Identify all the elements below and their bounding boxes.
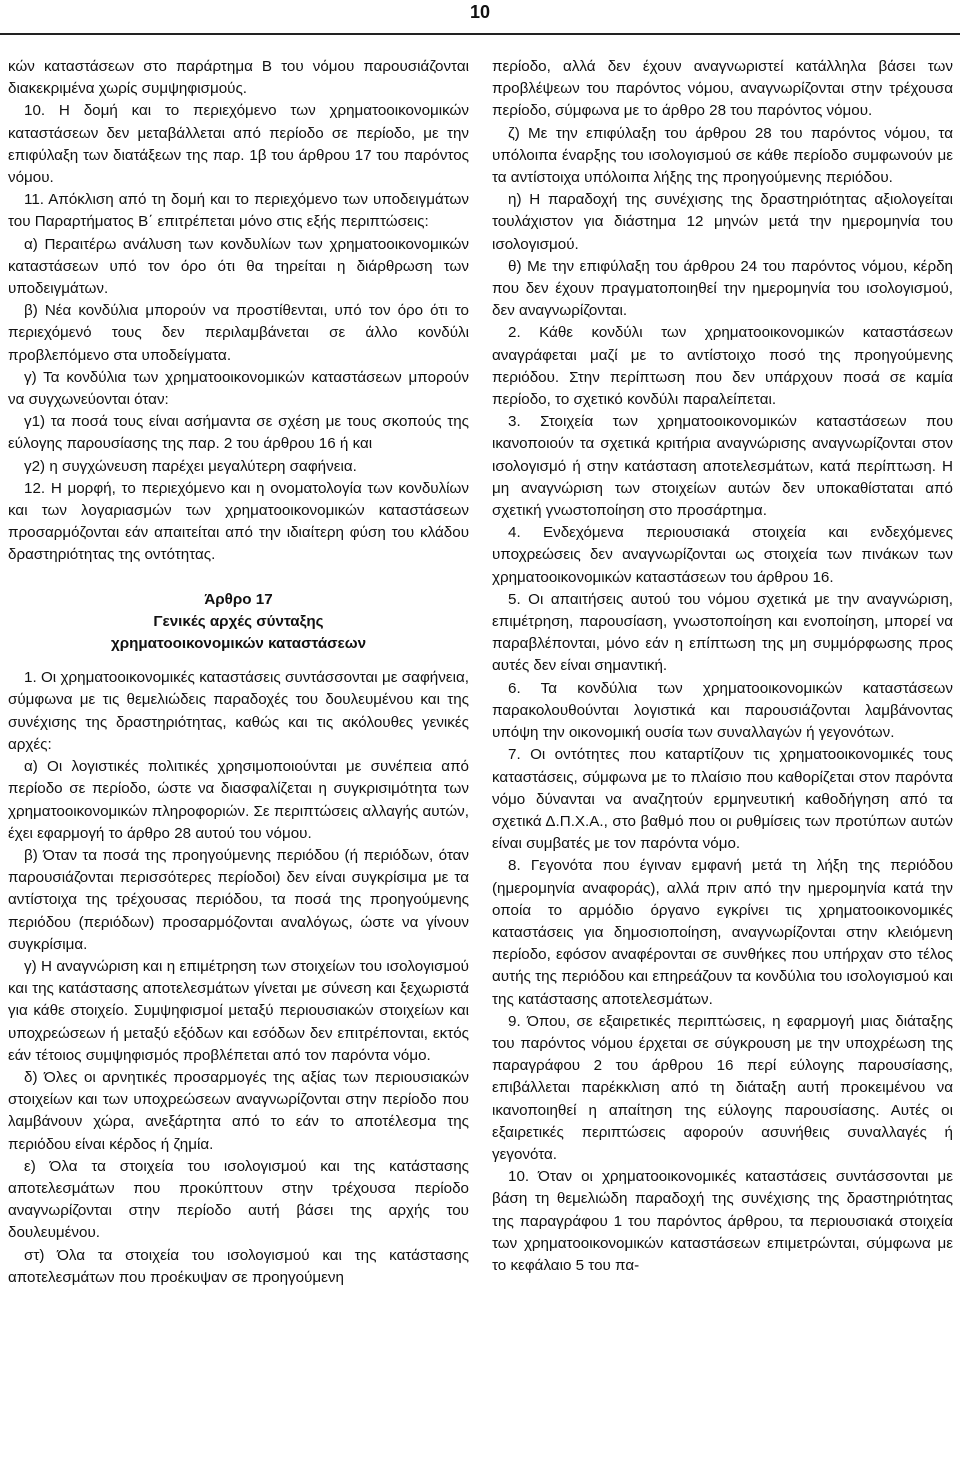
header-rule — [0, 33, 960, 35]
article17-paragraph-1a: α) Οι λογιστικές πολιτικές χρησιμοποιούνται με συνέπεια από περίοδο σε περίοδο, ώστε να διασφαλίζεται η συγκρισιμότητα των χρηματοοικονομικών πληροφοριών. Σε περιπτώσεις αλλαγής αυτών, έχει εφαρμογή το άρθρο 28 αυτού του νόμου. — [8, 758, 470, 842]
article-title-line2: χρηματοοικονομικών καταστάσεων — [110, 635, 367, 653]
paragraph-9: 9. Όπου, σε εξαιρετικές περιπτώσεις, η εφαρμογή μιας διάταξης του παρόντος νόμου έρχεται σε σύγκρουση με την υποχρέωση της παραγράφου 2 του άρθρου 16 περί εύλογης παρουσίασης, επιβάλλεται παρέκκλιση από τη διάταξη αυτή προκειμένου να ικανοποιηθεί η απαίτηση της εύλογης παρουσίασης. Αυτές οι εξαιρετικές περιπτώσεις αφορούν ασυνήθεις συναλλαγές ή γεγονότα. — [492, 1012, 953, 1163]
paragraph-12: 12. Η μορφή, το περιεχόμενο και η ονοματολογία των κονδυλίων και των λογαριασμών των χρηματοοικονομικών καταστάσεων προσαρμόζονται εάν απαιτείται από την ιδιαίτερη φύση του κλάδου δραστηριότητας της οντότητας. — [8, 479, 469, 564]
paragraph-1i: θ) Με την επιφύλαξη του άρθρου 24 του παρόντος νόμου, κέρδη που δεν έχουν πραγματοποιηθεί την ημερομηνία του ισολογισμού, δεν αναγνωρίζονται. — [492, 257, 953, 320]
right-column — [492, 56, 953, 1277]
paragraph-1g: ζ) Με την επιφύλαξη του άρθρου 28 του παρόντος νόμου, τα υπόλοιπα έναρξης του ισολογισμού σε κάθε περίοδο συμφωνούν με τα αντίστοιχα υπόλοιπα λήξης της προηγούμενης περιόδου. — [492, 124, 953, 187]
article17-paragraph-1e: ε) Όλα τα στοιχεία του ισολογισμού και της κατάστασης αποτελεσμάτων που προκύπτουν στην τρέχουσα περίοδο αναγνωρίζονται στην περίοδο αυτή βάσει της αρχής του δουλευμένου. — [8, 1157, 469, 1242]
paragraph-10: 10. Η δομή και το περιεχόμενο των χρηματοοικονομικών καταστάσεων δεν μεταβάλλεται από περίοδο σε περίοδο, με την επιφύλαξη των διατάξεων της παρ. 1β του άρθρου 17 του παρόντος νόμου. — [8, 102, 469, 187]
article17-paragraph-1: 1. Οι χρηματοοικονομικές καταστάσεις συντάσσονται με σαφήνεια, σύμφωνα με τις θεμελιώδεις παραδοχές του δουλευμένου και της συνέχισης της δραστηριότητας, καθώς και τις ακόλουθες γενικές αρχές: — [8, 669, 469, 753]
paragraph-4: 4. Ενδεχόμενα περιουσιακά στοιχεία και ενδεχόμενες υποχρεώσεις δεν αναγνωρίζονται ως στοιχεία των πινάκων των χρηματοοικονομικών καταστάσεων του άρθρου 16. — [492, 524, 953, 586]
paragraph-10: 10. Όταν οι χρηματοοικονομικές καταστάσεις συντάσσονται με βάση τη θεμελιώδη παραδοχή της συνέχισης της δραστηριότητας της παραγράφου 1 του παρόντος άρθρου, τα περιουσιακά στοιχεία των χρηματοοικονομικών καταστάσεων επιμετρώνται, σύμφωνα με το κεφάλαιο 5 του πα- — [492, 1168, 953, 1274]
paragraph-2: 2. Κάθε κονδύλι των χρηματοοικονομικών καταστάσεων αναγράφεται μαζί με το αντίστοιχο ποσό της προηγούμενης περιόδου. Στην περίπτωση που δεν υπάρχουν ποσά σε καμία περίοδο, το σχετικό κονδύλι παραλείπεται. — [492, 324, 953, 409]
paragraph-3: 3. Στοιχεία των χρηματοοικονομικών καταστάσεων που ικανοποιούν τα σχετικά κριτήρια αναγνώρισης αναγνωρίζονται στον ισολογισμό ή στην κατάσταση αποτελεσμάτων, κατά περίπτωση. Η μη αναγνώριση των στοιχείων αυτών δεν υποκαθίσταται από σχετική γνωστοποίηση στο προσάρτημα. — [492, 413, 953, 520]
article17-paragraph-1d: δ) Όλες οι αρνητικές προσαρμογές της αξίας των περιουσιακών στοιχείων και των υποχρεώσεων αναγνωρίζονται στην περίοδο που λαμβάνουν χώρα, ανεξάρτητα από το εάν το αποτέλεσμα της περιόδου είναι κέρδος ή ζημία. — [8, 1068, 469, 1153]
paragraph-continued: περίοδο, αλλά δεν έχουν αναγνωριστεί κατάλληλα βάσει των προβλέψεων του παρόντος νόμου, αναγνωρίζονται στην τρέχουσα περίοδο, σύμφωνα με το άρθρο 28 του παρόντος νόμου. — [492, 58, 953, 120]
paragraph-11c1: γ1) τα ποσά τους είναι ασήμαντα σε σχέση με τους σκοπούς της εύλογης παρουσίασης της παρ. 2 του άρθρου 16 ή και — [8, 413, 469, 453]
paragraph-6: 6. Τα κονδύλια των χρηματοοικονομικών καταστάσεων παρακολουθούνται λογιστικά και παρουσιάζονται λαμβάνοντας υπόψη την οικονομική ουσία των συναλλαγών ή γεγονότων. — [492, 679, 953, 742]
paragraph-11c: γ) Τα κονδύλια των χρηματοοικονομικών καταστάσεων μπορούν να συγχωνεύονται όταν: — [8, 368, 469, 409]
paragraph-11a: α) Περαιτέρω ανάλυση των κονδυλίων των χρηματοοικονομικών καταστάσεων υπό τον όρο ότι θα τηρείται η διάρθρωση των υποδειγμάτων. — [8, 235, 469, 298]
article-title-line1: Γενικές αρχές σύνταξης — [153, 612, 324, 630]
page-number: 10 — [469, 2, 491, 22]
left-column — [8, 56, 469, 1289]
paragraph-5: 5. Οι απαιτήσεις αυτού του νόμου σχετικά με την αναγνώριση, επιμέτρηση, παρουσίαση, γνωστοποίηση και ενοποίηση, μπορεί να παραβλέπονται, μόνο εάν η επίπτωση της μη συμμόρφωσης προς αυτές δεν είναι σημαντική. — [492, 590, 953, 675]
paragraph-11b: β) Νέα κονδύλια μπορούν να προστίθενται, υπό τον όρο ότι το περιεχόμενό τους δεν περιλαμβάνεται σε άλλο κονδύλι προβλεπόμενο στα υποδείγματα. — [8, 302, 469, 364]
article-heading — [8, 589, 469, 656]
paragraph-8: 8. Γεγονότα που έγιναν εμφανή μετά τη λήξη της περιόδου (ημερομηνία αναφοράς), αλλά πριν από την ημερομηνία κατά την οποία το αρμόδιο όργανο εγκρίνει τις χρηματοοικονομικές καταστάσεις για δημοσιοποίηση, αναγνωρίζονται στην κλειόμενη περίοδο, εφόσον αναφέρονται σε συνθήκες που υπήρχαν στο τέλος αυτής της περιόδου και επηρεάζουν τα κονδύλια του ισολογισμού και της κατάστασης αποτελεσμάτων. — [492, 857, 953, 1008]
paragraph-11: 11. Απόκλιση από τη δομή και το περιεχόμενο των υποδειγμάτων του Παραρτήματος Β΄ επιτρέπεται μόνο στις εξής περιπτώσεις: — [8, 191, 469, 231]
paragraph-1h: η) Η παραδοχή της συνέχισης της δραστηριότητας αξιολογείται τουλάχιστον για διάστημα 12 μηνών μετά την ημερομηνία του ισολογισμού. — [492, 191, 953, 253]
article17-paragraph-1f: στ) Όλα τα στοιχεία του ισολογισμού και της κατάστασης αποτελεσμάτων που προέκυψαν σε προηγούμενη — [8, 1246, 469, 1286]
paragraph-continued: κών καταστάσεων στο παράρτημα Β του νόμου παρουσιάζονται διακεκριμένα χωρίς συμψηφισμούς. — [8, 58, 469, 98]
article17-paragraph-1b: β) Όταν τα ποσά της προηγούμενης περιόδου (ή περιόδων, όταν παρουσιάζονται περισσότερες περίοδοι) δεν είναι συγκρίσιμα με τα αντίστοιχα της τρέχουσας περιόδου, τα ποσά της προηγούμενης περιόδου (περιόδων) προσαρμόζονται αναλόγως, ώστε να γίνουν συγκρίσιμα. — [8, 846, 469, 953]
article-number: Άρθρο 17 — [204, 590, 273, 608]
paragraph-11c2: γ2) η συγχώνευση παρέχει μεγαλύτερη σαφήνεια. — [24, 457, 357, 475]
paragraph-7: 7. Οι οντότητες που καταρτίζουν τις χρηματοοικονομικές τους καταστάσεις, σύμφωνα με το πλαίσιο που καθορίζεται στον παρόντα νόμο δύνανται να αναζητούν ερμηνευτική καθοδήγηση από τα σχετικά Δ.Π.Χ.Α., στο βαθμό που οι ρυθμίσεις των προτύπων αυτών είναι συμβατές με τον παρόντα νόμο. — [492, 746, 953, 853]
article17-paragraph-1c: γ) Η αναγνώριση και η επιμέτρηση των στοιχείων του ισολογισμού και της κατάστασης αποτελεσμάτων γίνεται με σύνεση και ξεχωριστά για κάθε στοιχείο. Συμψηφισμοί μεταξύ περιουσιακών στοιχείων και υποχρεώσεων ή μεταξύ εξόδων και εσόδων δεν επιτρέπονται, εκτός εάν τέτοιος συμψηφισμός προβλέπεται από τον παρόντα νόμο. — [8, 957, 469, 1064]
